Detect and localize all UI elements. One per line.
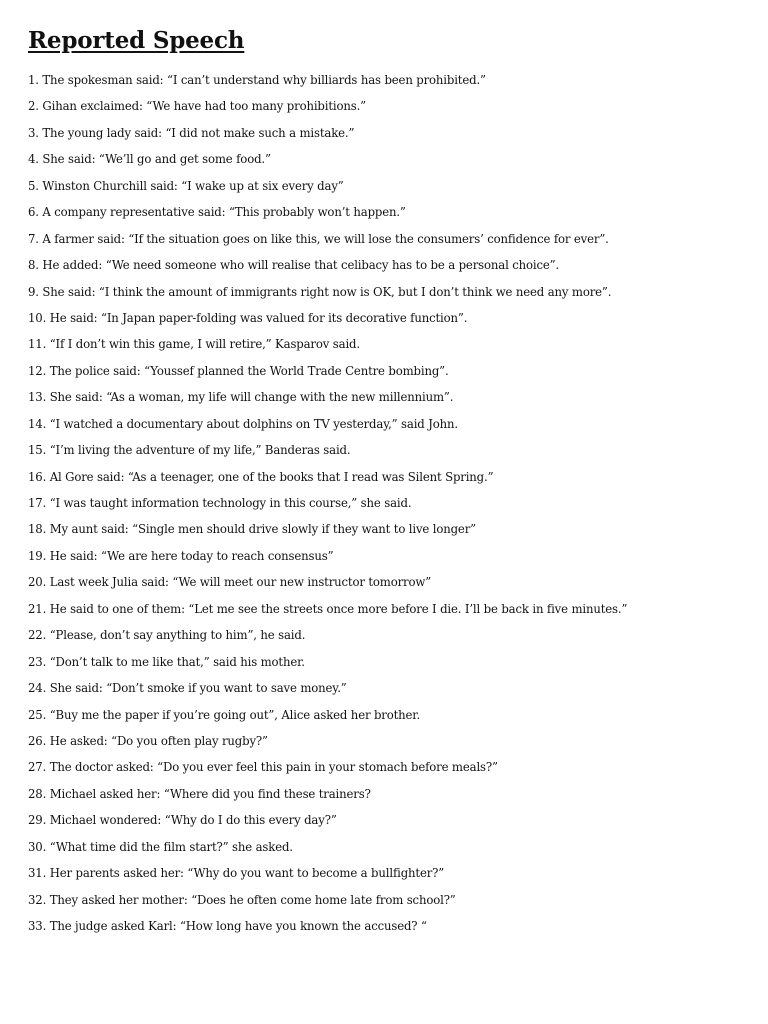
list-item: 19. He said: “We are here today to reach consensus” — [28, 548, 334, 563]
list-item: 21. He said to one of them: “Let me see the streets once more before I die. I’ll be back in five minutes.” — [28, 601, 628, 616]
list-item: 10. He said: “In Japan paper-folding was valued for its decorative function”. — [28, 310, 468, 325]
list-item: 14. “I watched a documentary about dolphins on TV yesterday,” said John. — [28, 416, 458, 431]
list-item: 1. The spokesman said: “I can’t understand why billiards has been prohibited.” — [28, 73, 486, 87]
list-item: 16. Al Gore said: “As a teenager, one of the books that I read was Silent Spring.” — [28, 469, 494, 484]
page-title: Reported Speech — [28, 27, 245, 54]
list-item: 22. “Please, don’t say anything to him”, he said. — [28, 628, 306, 643]
list-item: 6. A company representative said: “This probably won’t happen.” — [28, 205, 406, 220]
list-item: 5. Winston Churchill said: “I wake up at six every day” — [28, 178, 344, 193]
list-item: 27. The doctor asked: “Do you ever feel this pain in your stomach before meals?” — [28, 760, 498, 775]
list-item: 25. “Buy me the paper if you’re going out”, Alice asked her brother. — [28, 707, 421, 722]
sentence-list — [28, 67, 748, 939]
list-item: 18. My aunt said: “Single men should drive slowly if they want to live longer” — [28, 522, 476, 537]
list-item: 11. “If I don’t win this game, I will retire,” Kasparov said. — [28, 337, 360, 352]
list-item: 4. She said: “We’ll go and get some food.” — [28, 152, 271, 167]
list-item: 32. They asked her mother: “Does he often come home late from school?” — [28, 892, 456, 907]
list-item: 20. Last week Julia said: “We will meet our new instructor tomorrow” — [28, 575, 432, 590]
list-item: 9. She said: “I think the amount of immigrants right now is OK, but I don’t think we need any more”. — [28, 284, 612, 299]
list-item: 17. “I was taught information technology in this course,” she said. — [28, 496, 412, 510]
list-item: 28. Michael asked her: “Where did you find these trainers? — [28, 786, 371, 801]
list-item: 26. He asked: “Do you often play rugby?” — [28, 733, 268, 748]
list-item: 30. “What time did the film start?” she asked. — [28, 839, 293, 854]
list-item: 13. She said: “As a woman, my life will change with the new millennium”. — [28, 390, 454, 405]
list-item: 2. Gihan exclaimed: “We have had too many prohibitions.” — [28, 99, 366, 114]
list-item: 7. A farmer said: “If the situation goes on like this, we will lose the consumers’ confidence for ever”. — [28, 231, 609, 246]
list-item: 31. Her parents asked her: “Why do you want to become a bullfighter?” — [28, 866, 445, 881]
list-item: 3. The young lady said: “I did not make such a mistake.” — [28, 125, 355, 140]
list-item: 23. “Don’t talk to me like that,” said his mother. — [28, 654, 305, 669]
list-item: 12. The police said: “Youssef planned the World Trade Centre bombing”. — [28, 363, 449, 378]
list-item: 29. Michael wondered: “Why do I do this every day?” — [28, 813, 337, 828]
list-item: 24. She said: “Don’t smoke if you want to save money.” — [28, 681, 347, 696]
list-item: 15. “I’m living the adventure of my life,” Banderas said. — [28, 443, 351, 458]
list-item: 33. The judge asked Karl: “How long have you known the accused? “ — [28, 919, 427, 933]
list-item: 8. He added: “We need someone who will realise that celibacy has to be a personal choice”. — [28, 258, 560, 273]
